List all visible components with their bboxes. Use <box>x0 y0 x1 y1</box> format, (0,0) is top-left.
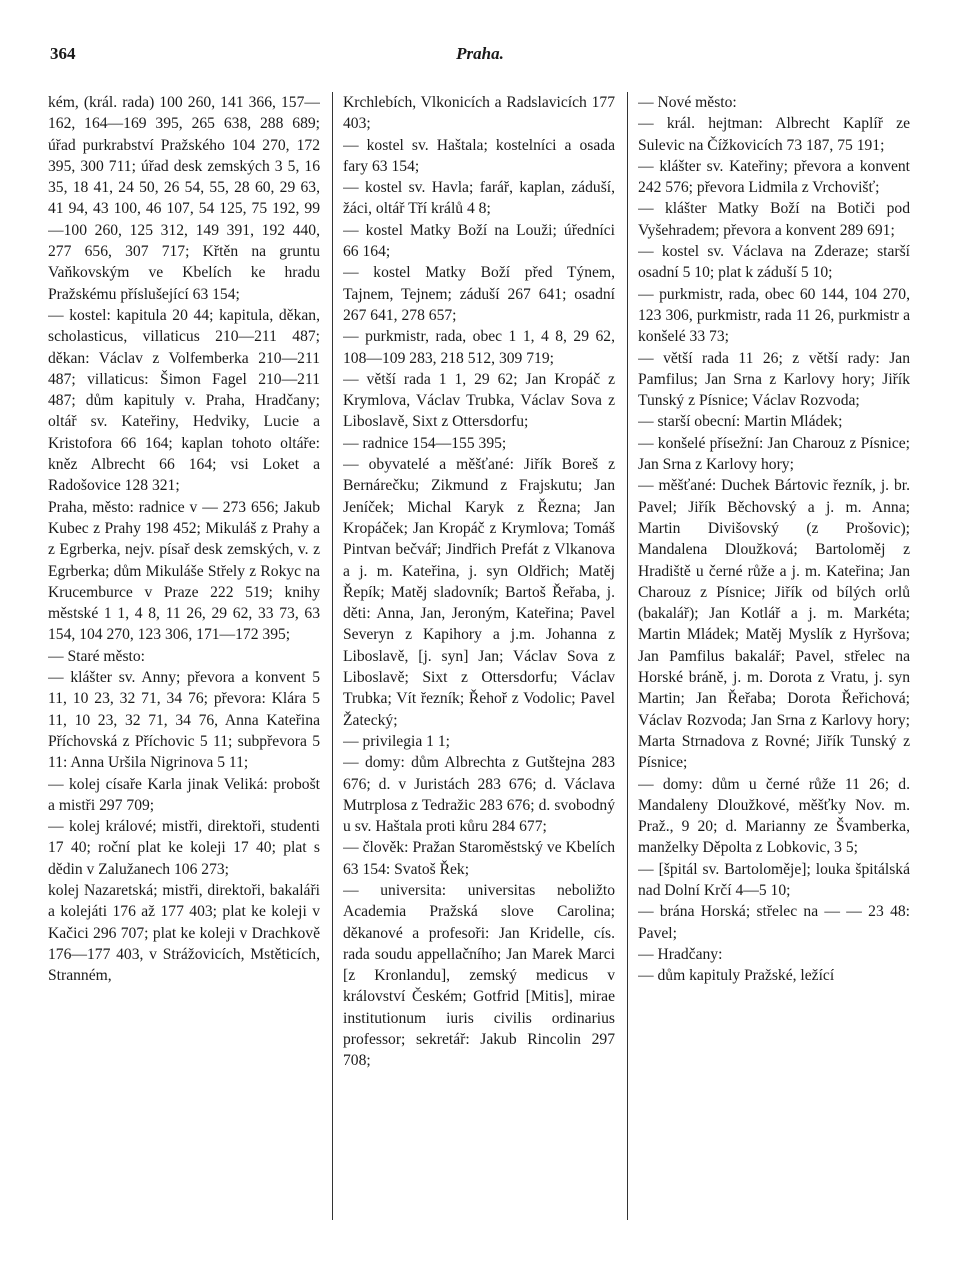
index-entry: — kolej králové; mistři, direktoři, studenti 17 40; roční plat ke koleji 17 40; plat s dědin v Zalužanech 106 273; <box>48 818 320 878</box>
index-entry: — kostel sv. Havla; farář, kaplan, záduší, žáci, oltář Tří králů 4 8; <box>343 179 615 218</box>
index-entry: — kostel sv. Haštala; kostelníci a osada fary 63 154; <box>343 136 615 175</box>
index-entry: — klášter Matky Boží na Botiči pod Vyšehradem; převora a konvent 289 691; <box>638 200 910 239</box>
index-entry: — starší obecní: Martin Mládek; <box>638 413 843 431</box>
index-entry: — radnice 154—155 395; <box>343 434 507 452</box>
index-entry: — kostel: kapitula 20 44; kapitula, děkan, scholasticus, villaticus 210—211 487; děkan: Václav z Volfemberka 210—211 487; villaticus: Šimon Fagel 210—211 487; dům kapituly v. Praha, Hradčany; oltář sv. Kateřiny, Hedviky, Lucie a Kristofora 66 164; kaplan tohoto oltáře: kněz Albrecht 66 164; vsi Loket a Radošovice 128 321; <box>48 306 320 495</box>
index-entry: — konšelé přísežní: Jan Charouz z Písnice; Jan Srna z Karlovy hory; <box>638 434 910 474</box>
index-entry: — [špitál sv. Bartoloměje]; louka špitálská nad Dolní Krčí 4—5 10; <box>638 860 910 899</box>
index-entry: — klášter sv. Kateřiny; převora a konvent 242 576; převora Lidmila z Vrchovišť; <box>638 157 910 197</box>
index-entry: kém, (král. rada) 100 260, 141 366, 157—162, 164—169 395, 265 638, 288 689; úřad purkrabství Pražského 104 270, 172 395, 300 711; úřad desk zemských 3 5, 16 35, 18 41, 24 50, 26 54, 55, 28 60, 29 63, 41 94, 43 100, 46 107, 54 125, 75 192, 99—100 260, 125 312, 149 391, 192 440, 277 656, 307 717; Křtěn na gruntu Vaňkovským ve Kbelích ke hradu Pražskému příslušející 63 154; <box>48 94 320 303</box>
index-entry: — měšťané: Duchek Bártovic řezník, j. br. Pavel; Jiřík Běchovský a j. m. Anna; Martin Divišovský (z Prošovic); Mandalena Dloužková; Bartoloměj z Hradiště u černé růže a j. m. Kateřina; Jan Charouz z Písnice; Jiřík od bílých orlů (bakalář); Jan Kotlář a j. m. Markéta; Martin Mládek; Matěj Myslík z Hyršova; Jan Pamfilus bakalář; Pavel, střelec na Horské bráně, j. m. Dorota z Vratu, j. syn Martin; Jan Řeřaba; Dorota Řeřichová; Václav Rozvoda; Jan Srna z Karlovy hory; Marta Strnadova z Rovné; Jiřík Tunský z Písnice; <box>638 477 910 772</box>
index-entry: — kostel sv. Václava na Zderaze; starší osadní 5 10; plat k záduší 5 10; <box>638 243 910 282</box>
index-entry: — Hradčany: <box>638 945 723 963</box>
index-columns <box>48 92 912 1242</box>
index-entry: — větší rada 11 26; z větší rady: Jan Pamfilus; Jan Srna z Karlovy hory; Jiřík Tunský z Písnice; Václav Rozvoda; <box>638 349 910 410</box>
index-entry: — privilegia 1 1; <box>343 732 450 750</box>
index-column-3 <box>638 92 910 1242</box>
index-entry: — člověk: Pražan Staroměstský ve Kbelích 63 154: Svatoš Řek; <box>343 839 615 878</box>
column-divider <box>332 92 333 1220</box>
index-entry: — purkmistr, rada, obec 60 144, 104 270, 123 306, purkmistr, rada 11 26, purkmistr a konšelé 33 73; <box>638 285 910 346</box>
index-entry: — domy: dům Albrechta z Gutštejna 283 676; d. v Juristách 283 676; d. Václava Mutrplosa z Tedražic 283 676; d. svobodný u sv. Haštala proti kůru 284 677; <box>343 754 615 836</box>
index-entry: — Nové město: <box>638 94 737 111</box>
index-entry: — větší rada 1 1, 29 62; Jan Kropáč z Krymlova, Václav Trubka, Václav Sova z Liboslavě, Sixt z Ottersdorfu; <box>343 370 615 431</box>
index-entry: — purkmistr, rada, obec 1 1, 4 8, 29 62, 108—109 283, 218 512, 309 719; <box>343 328 615 367</box>
index-entry: — dům kapituly Pražské, ležící <box>638 967 835 985</box>
index-entry: — brána Horská; střelec na — — 23 48: Pavel; <box>638 903 910 942</box>
index-entry: Krchlebích, Vlkonicích a Radslavicích 177 403; <box>343 94 615 133</box>
page-header <box>50 44 910 68</box>
index-column-1 <box>48 92 320 1242</box>
index-entry: — Staré město: <box>48 647 146 665</box>
index-entry: — domy: dům u černé růže 11 26; d. Mandaleny Dloužkové, měšťky Nov. m. Praž., 9 20; d. Marianny ze Švamberka, manželky Děpolta z Lobkovic, 3 5; <box>638 775 910 857</box>
index-entry: — král. hejtman: Albrecht Kaplíř ze Sulevic na Čížkovicích 73 187, 75 191; <box>638 115 910 154</box>
index-entry: — kostel Matky Boží před Týnem, Tajnem, Tejnem; záduší 267 641; osadní 267 641, 278 657; <box>343 264 615 324</box>
index-entry: kolej Nazaretská; mistři, direktoři, bakaláři a kolejáti 176 až 177 403; plat ke koleji v Kačici 296 707; plat ke koleji v Drachkově 176—177 403, v Strážovicích, Mstěticích, Stranném, <box>48 881 320 985</box>
page-number: 364 <box>50 44 76 63</box>
index-entry: — klášter sv. Anny; převora a konvent 5 11, 10 23, 32 71, 34 76; převora: Klára 5 11, 10 23, 32 71, 34 76, Anna Kateřina Příchovská z Příchovic 5 11; subpřevora 5 11: Anna Uršila Nigrinova 5 11; <box>48 669 320 772</box>
column-divider <box>627 92 628 1220</box>
index-entry: — kostel Matky Boží na Louži; úředníci 66 164; <box>343 221 615 261</box>
index-column-2 <box>343 92 615 1242</box>
index-entry: — kolej císaře Karla jinak Veliká: probošt a mistři 297 709; <box>48 775 320 814</box>
index-entry: — obyvatelé a měšťané: Jiřík Boreš z Bernárečku; Zikmund z Frajskutu; Jan Jeníček; Michal Karyk z Řezna; Jan Kropáček; Jan Kropáč z Krymlova; Tomáš Pintvan bečvář; Jindřich Prefát z Vlkanova a j. m. Kateřina, j. syn Oldřich; Matěj Řepík; Matěj sladovník; Bartoš Řeřaba, j. děti: Anna, Jan, Jeroným, Kateřina; Pavel Severyn z Kapihory a j.m. Johanna z Liboslavě, [j. syn] Jan; Václav Sova z Liboslavě; Sixt z Ottersdorfu; Václav Trubka; Vít řezník; Řehoř z Vodolic; Pavel Žatecký; <box>343 456 615 729</box>
index-entry: Praha, město: radnice v — 273 656; Jakub Kubec z Prahy 198 452; Mikuláš z Prahy a z Egrberka, nejv. písař desk zemských, v. z Egrberka; dům Mikuláše Střely z Rokyc na Krucemburce v Praze 222 519; knihy městské 1 1, 4 8, 11 26, 29 62, 33 73, 63 154, 104 270, 123 306, 171—172 395; <box>48 498 320 644</box>
index-entry: — universita: universitas neboližto Academia Pražská slove Carolina; děkanové a profesoři: Jan Kridelle, cís. rada soudu appellačního; Jan Marek Marci [z Kronlandu], zemský medicus v království Českém; Gotfrid [Mitis], mirae institutionum iuris civilis ordinarius professor; sekretář: Jakub Rincolin 297 708; <box>343 881 615 1070</box>
running-head: Praha. <box>456 44 504 63</box>
